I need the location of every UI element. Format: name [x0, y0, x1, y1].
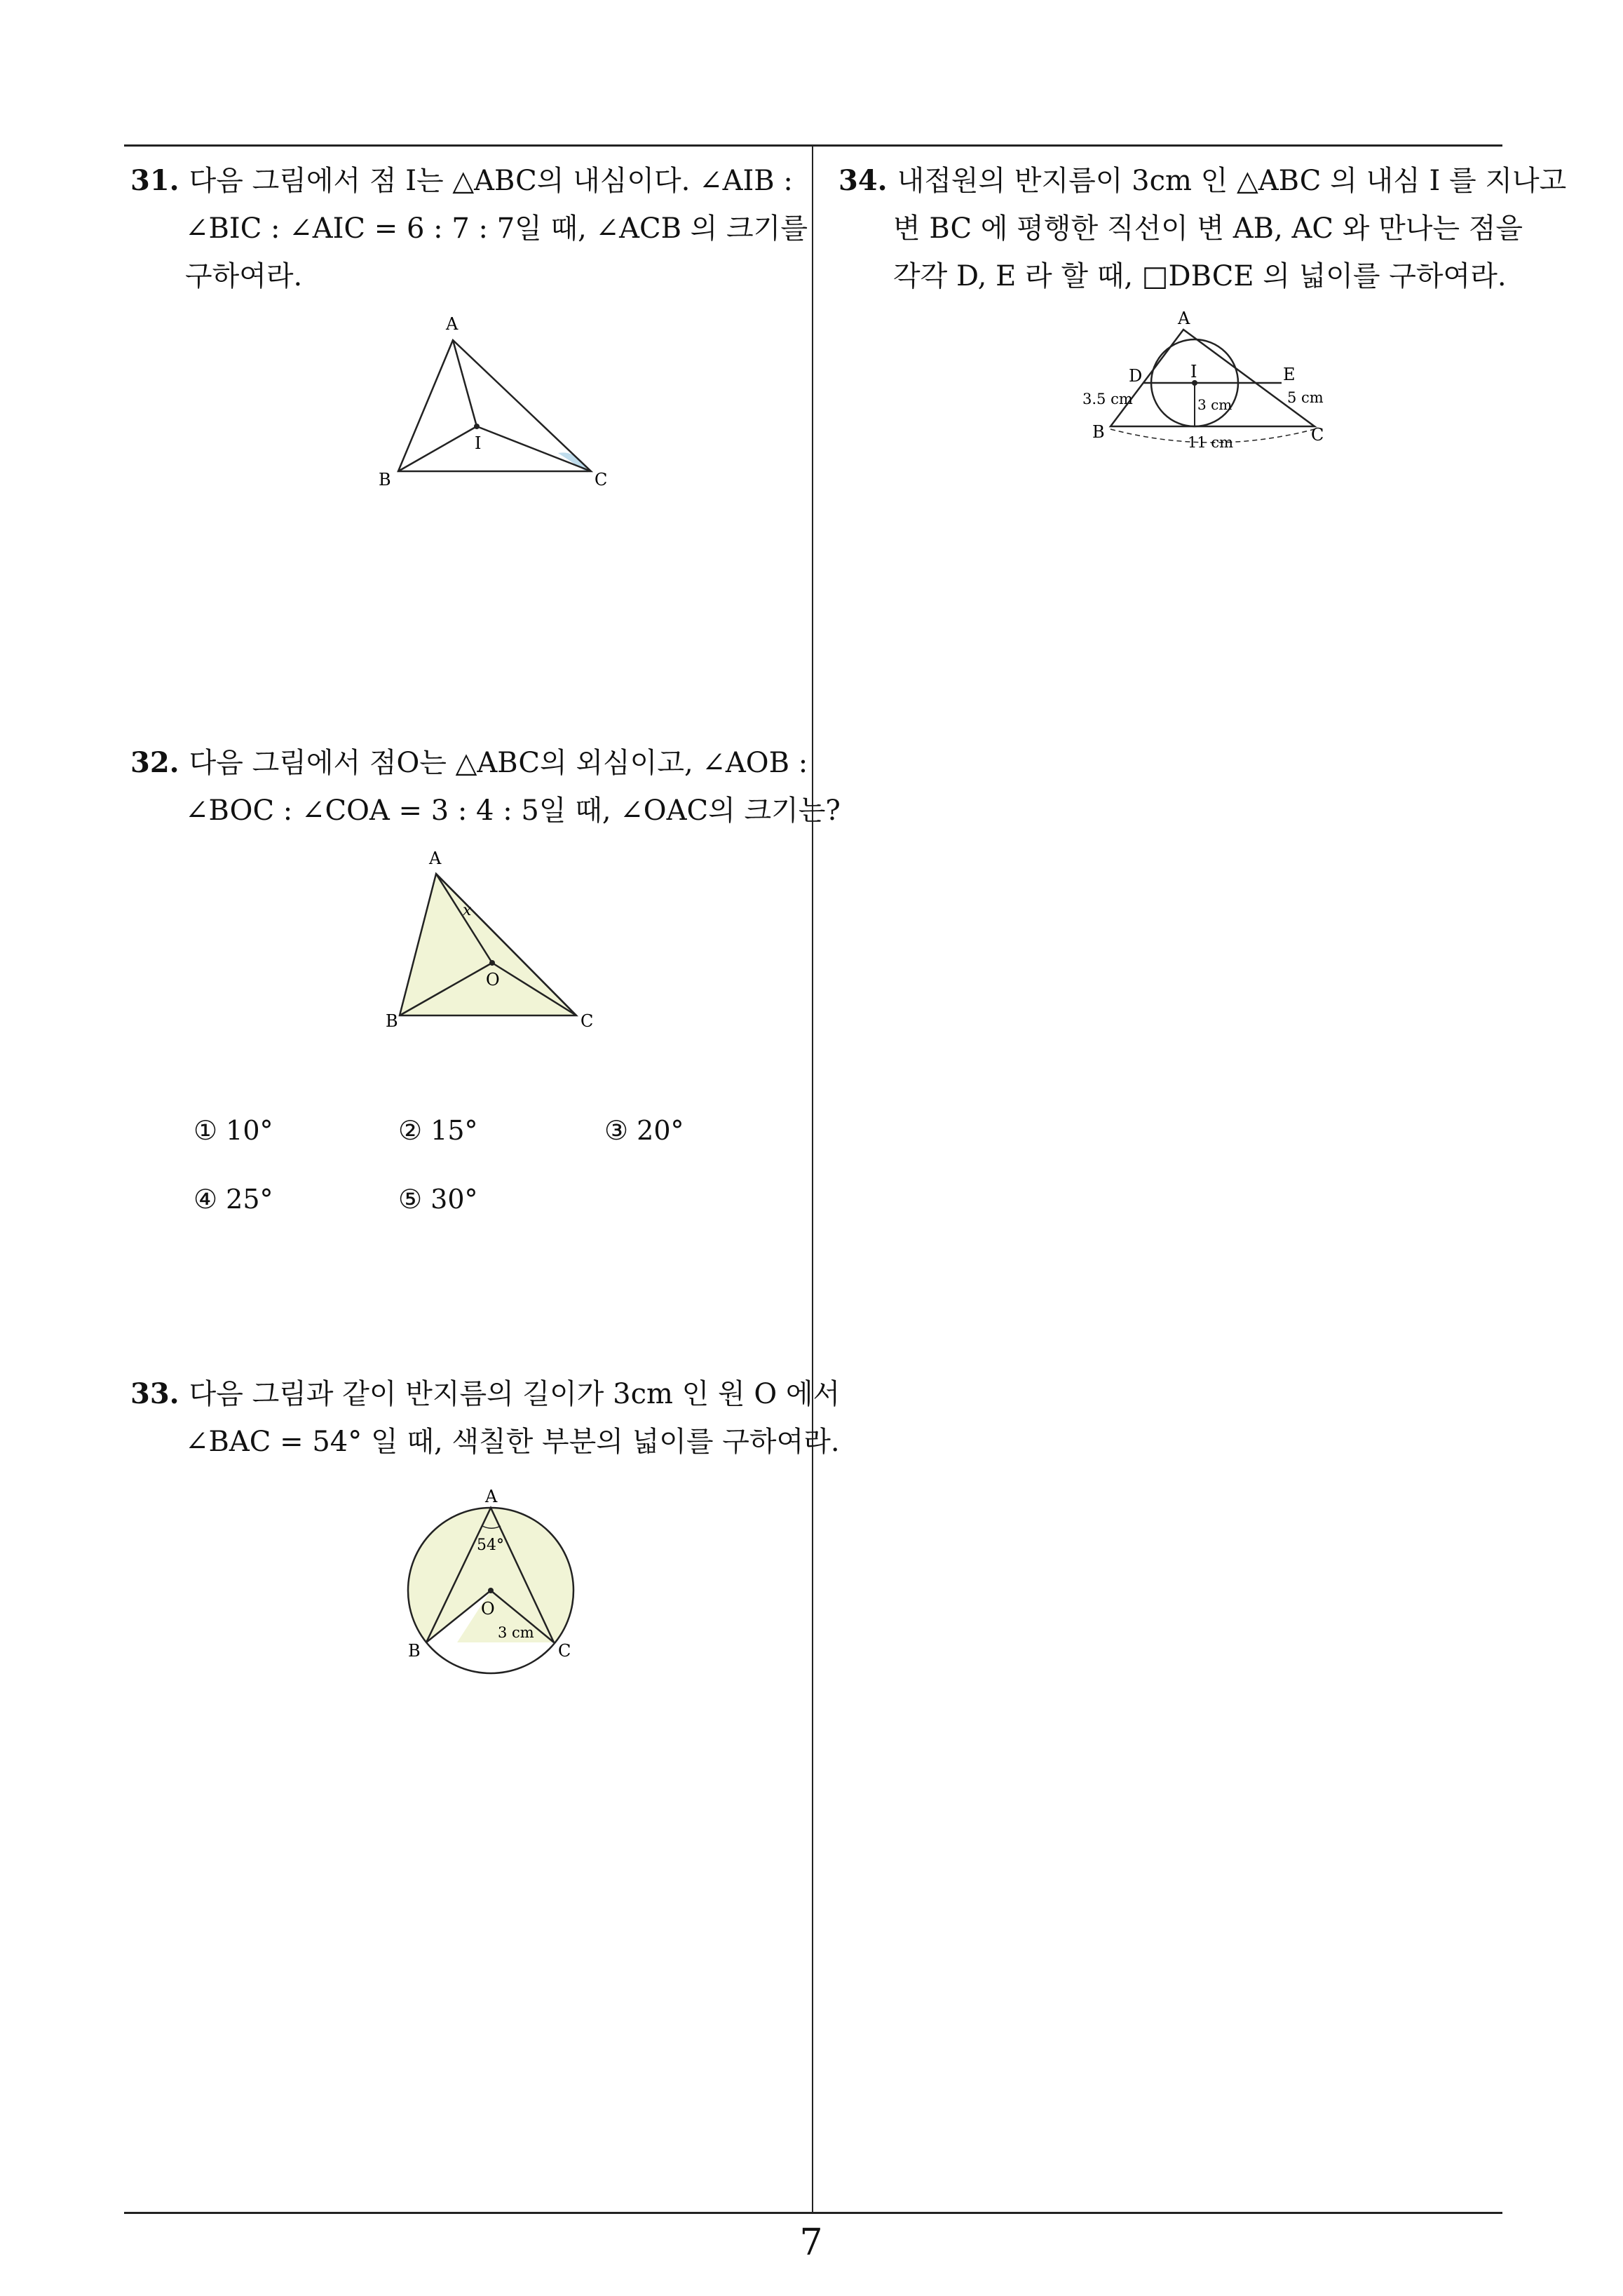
label-b: B	[386, 1011, 398, 1031]
question-text-line: 다음 그림과 같이 반지름의 길이가 3cm 인 원 O 에서	[189, 1378, 841, 1410]
label-x: x	[463, 902, 472, 919]
circumcenter-point	[489, 960, 495, 966]
question-number: 31.	[130, 164, 179, 197]
column-divider	[812, 146, 813, 2213]
question-text-line: 구하여라.	[185, 260, 303, 292]
label-e: E	[1283, 365, 1296, 384]
label-a: A	[446, 314, 459, 334]
label-c: C	[580, 1011, 594, 1031]
label-c: C	[1311, 425, 1324, 445]
triangle-abc	[398, 340, 591, 471]
top-rule	[124, 144, 1502, 147]
figure-33-circle	[400, 1487, 596, 1690]
label-c: C	[595, 470, 608, 489]
label-b: B	[379, 470, 391, 489]
question-text-line: ∠BOC : ∠COA = 3 : 4 : 5일 때, ∠OAC의 크기는?	[185, 795, 841, 827]
question-31	[130, 157, 808, 300]
question-34	[838, 157, 1566, 300]
label-bc-length: 11 cm	[1188, 434, 1234, 451]
label-o: O	[486, 970, 500, 990]
label-i: I	[1190, 362, 1197, 381]
figure-32-triangle	[372, 849, 624, 1038]
choice-4[interactable]: ④ 25°	[193, 1184, 273, 1215]
question-text-line: ∠BAC = 54° 일 때, 색칠한 부분의 넓이를 구하여라.	[185, 1426, 840, 1458]
label-b: B	[408, 1641, 421, 1661]
choice-5[interactable]: ⑤ 30°	[398, 1184, 478, 1215]
label-ec-length: 5 cm	[1287, 389, 1324, 406]
figure-31-triangle	[372, 309, 624, 491]
choice-3[interactable]: ③ 20°	[604, 1115, 684, 1146]
question-text-line: 각각 D, E 라 할 때, □DBCE 의 넓이를 구하여라.	[893, 260, 1507, 292]
question-text-line: 내접원의 반지름이 3cm 인 △ABC 의 내심 I 를 지나고	[897, 165, 1567, 197]
question-text-line: 변 BC 에 평행한 직선이 변 AB, AC 와 만나는 점을	[893, 212, 1523, 245]
label-o: O	[481, 1599, 495, 1619]
figure-34-triangle	[1080, 309, 1346, 456]
label-radius: 3 cm	[1197, 396, 1232, 413]
page-number: 7	[799, 2222, 823, 2264]
triangle-abc	[400, 874, 576, 1015]
choice-1[interactable]: ① 10°	[193, 1115, 273, 1146]
choice-2[interactable]: ② 15°	[398, 1115, 478, 1146]
label-angle: 54°	[477, 1537, 504, 1554]
label-b: B	[1092, 422, 1105, 442]
question-number: 32.	[130, 746, 179, 779]
label-a: A	[485, 1487, 498, 1506]
incenter-point	[474, 424, 480, 429]
question-number: 34.	[838, 164, 888, 197]
question-text-line: 다음 그림에서 점 I는 △ABC의 내심이다. ∠AIB :	[189, 165, 793, 197]
center-point	[488, 1588, 494, 1593]
question-33	[130, 1370, 840, 1466]
label-db-length: 3.5 cm	[1082, 391, 1133, 407]
question-32	[130, 739, 841, 835]
label-c: C	[558, 1641, 571, 1661]
question-number: 33.	[130, 1377, 179, 1410]
label-i: I	[475, 433, 482, 453]
bottom-rule	[124, 2212, 1502, 2214]
label-a: A	[1178, 309, 1190, 328]
question-text-line: ∠BIC : ∠AIC = 6 : 7 : 7일 때, ∠ACB 의 크기를	[185, 212, 808, 245]
label-radius: 3 cm	[498, 1624, 534, 1641]
question-text-line: 다음 그림에서 점O는 △ABC의 외심이고, ∠AOB :	[189, 747, 808, 779]
label-a: A	[429, 849, 442, 868]
label-d: D	[1129, 366, 1143, 386]
